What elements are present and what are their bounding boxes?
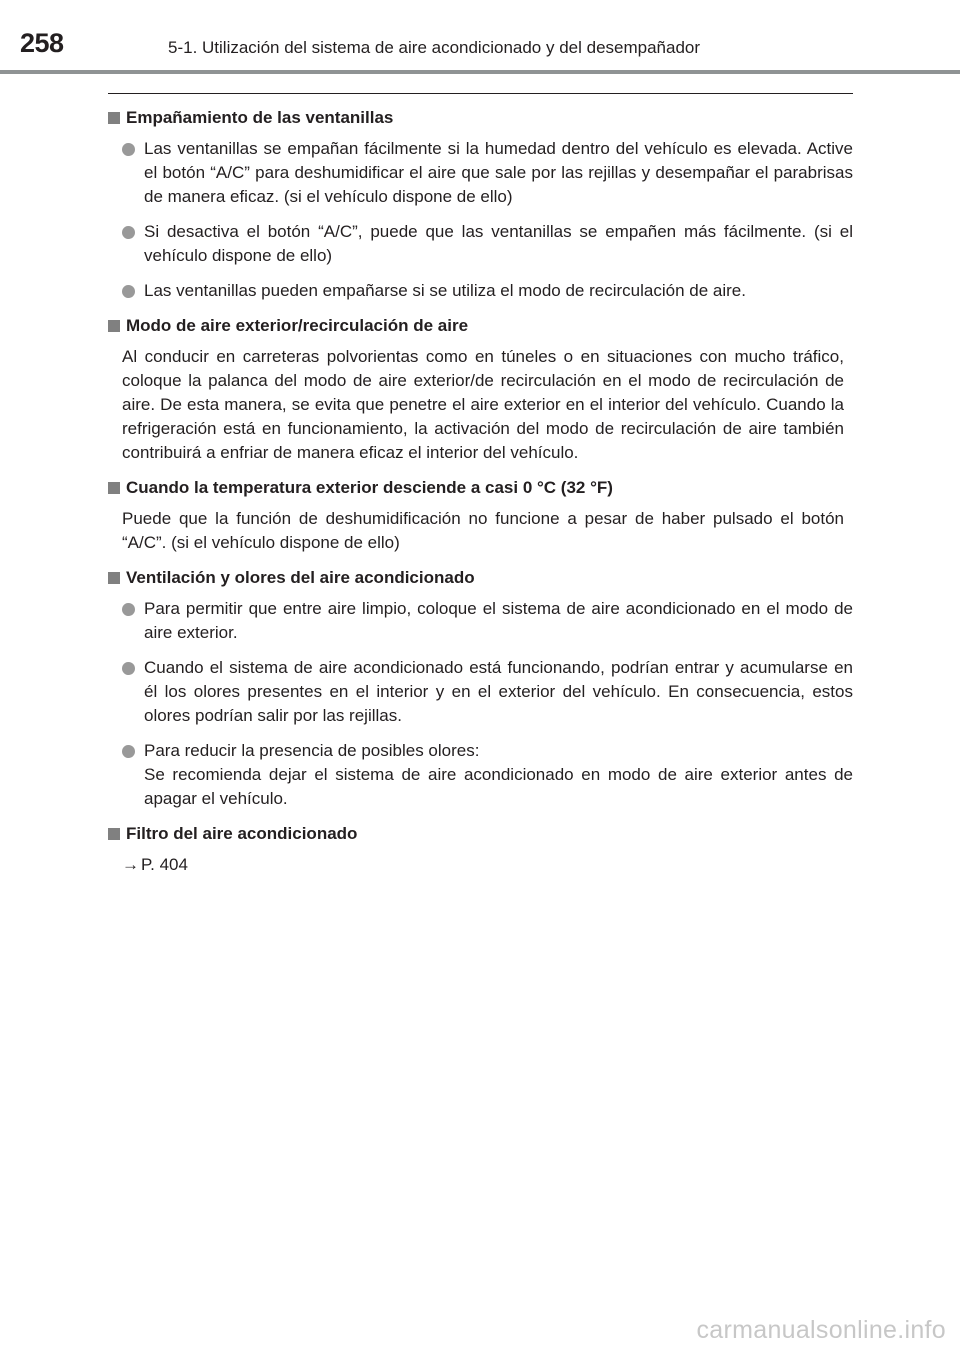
circle-bullet-icon [122,285,135,298]
circle-bullet-icon [122,603,135,616]
page-reference[interactable] [108,853,853,877]
header-rule [0,70,960,74]
page-number: 258 [20,28,64,58]
section-fogging [108,106,853,303]
list-item [108,739,853,811]
list-item: Si desactiva el botón “A/C”, puede que las ventanillas se empañen más fácilmente. (si el vehículo dispone de ello) [108,220,853,268]
circle-bullet-icon [122,226,135,239]
section-paragraph: Puede que la función de deshumidificación no funcione a pesar de haber pulsado el botón “A/C”. (si el vehículo dispone de ello) [122,509,844,552]
section-title: 5-1. Utilización del sistema de aire acondicionado y del desempañador [168,38,701,57]
page-content [108,104,853,888]
section-filter [108,822,853,877]
section-ventilation [108,566,853,811]
bullet-text-continued: Se recomienda dejar el sistema de aire acondicionado en modo de aire exterior antes de apagar el vehículo. [144,765,853,808]
section-low-temperature [108,476,853,555]
watermark: carmanualsonline.info [696,1316,946,1344]
section-heading: Filtro del aire acondicionado [108,822,853,846]
section-air-mode [108,314,853,465]
list-item: Las ventanillas pueden empañarse si se utiliza el modo de recirculación de aire. [108,279,853,303]
section-paragraph: Al conducir en carreteras polvorientas como en túneles o en situaciones con mucho tráfico, coloque la palanca del modo de aire exterior/de recirculación en el modo de recirculación de aire. De esta manera, se evita que penetre el aire exterior en el interior del vehículo. Cuando la refrigeración está en funcionamiento, la activación del modo de recirculación de aire también contribuirá a enfriar de manera eficaz el interior del vehículo. [122,347,844,462]
section-heading: Modo de aire exterior/recirculación de aire [108,314,853,338]
square-bullet-icon [108,482,120,494]
section-heading: Empañamiento de las ventanillas [108,106,853,130]
section-heading: Cuando la temperatura exterior desciende a casi 0 °C (32 °F) [108,476,853,500]
page-reference-text: P. 404 [141,855,188,874]
content-rule [108,93,853,94]
arrow-right-icon: → [122,855,139,874]
page-header [0,0,960,76]
square-bullet-icon [108,320,120,332]
square-bullet-icon [108,572,120,584]
square-bullet-icon [108,828,120,840]
list-item: Las ventanillas se empañan fácilmente si la humedad dentro del vehículo es elevada. Active el botón “A/C” para deshumidificar el aire que sale por las rejillas y desempañar el parabrisas de manera eficaz. (si el vehículo dispone de ello) [108,137,853,209]
square-bullet-icon [108,112,120,124]
section-heading: Ventilación y olores del aire acondicionado [108,566,853,590]
circle-bullet-icon [122,745,135,758]
circle-bullet-icon [122,662,135,675]
list-item: Cuando el sistema de aire acondicionado está funcionando, podrían entrar y acumularse en él los olores presentes en el interior y en el exterior del vehículo. En consecuencia, estos olores podrían salir por las rejillas. [108,656,853,728]
circle-bullet-icon [122,143,135,156]
bullet-text: Para reducir la presencia de posibles olores: [144,741,480,760]
list-item: Para permitir que entre aire limpio, coloque el sistema de aire acondicionado en el modo de aire exterior. [108,597,853,645]
